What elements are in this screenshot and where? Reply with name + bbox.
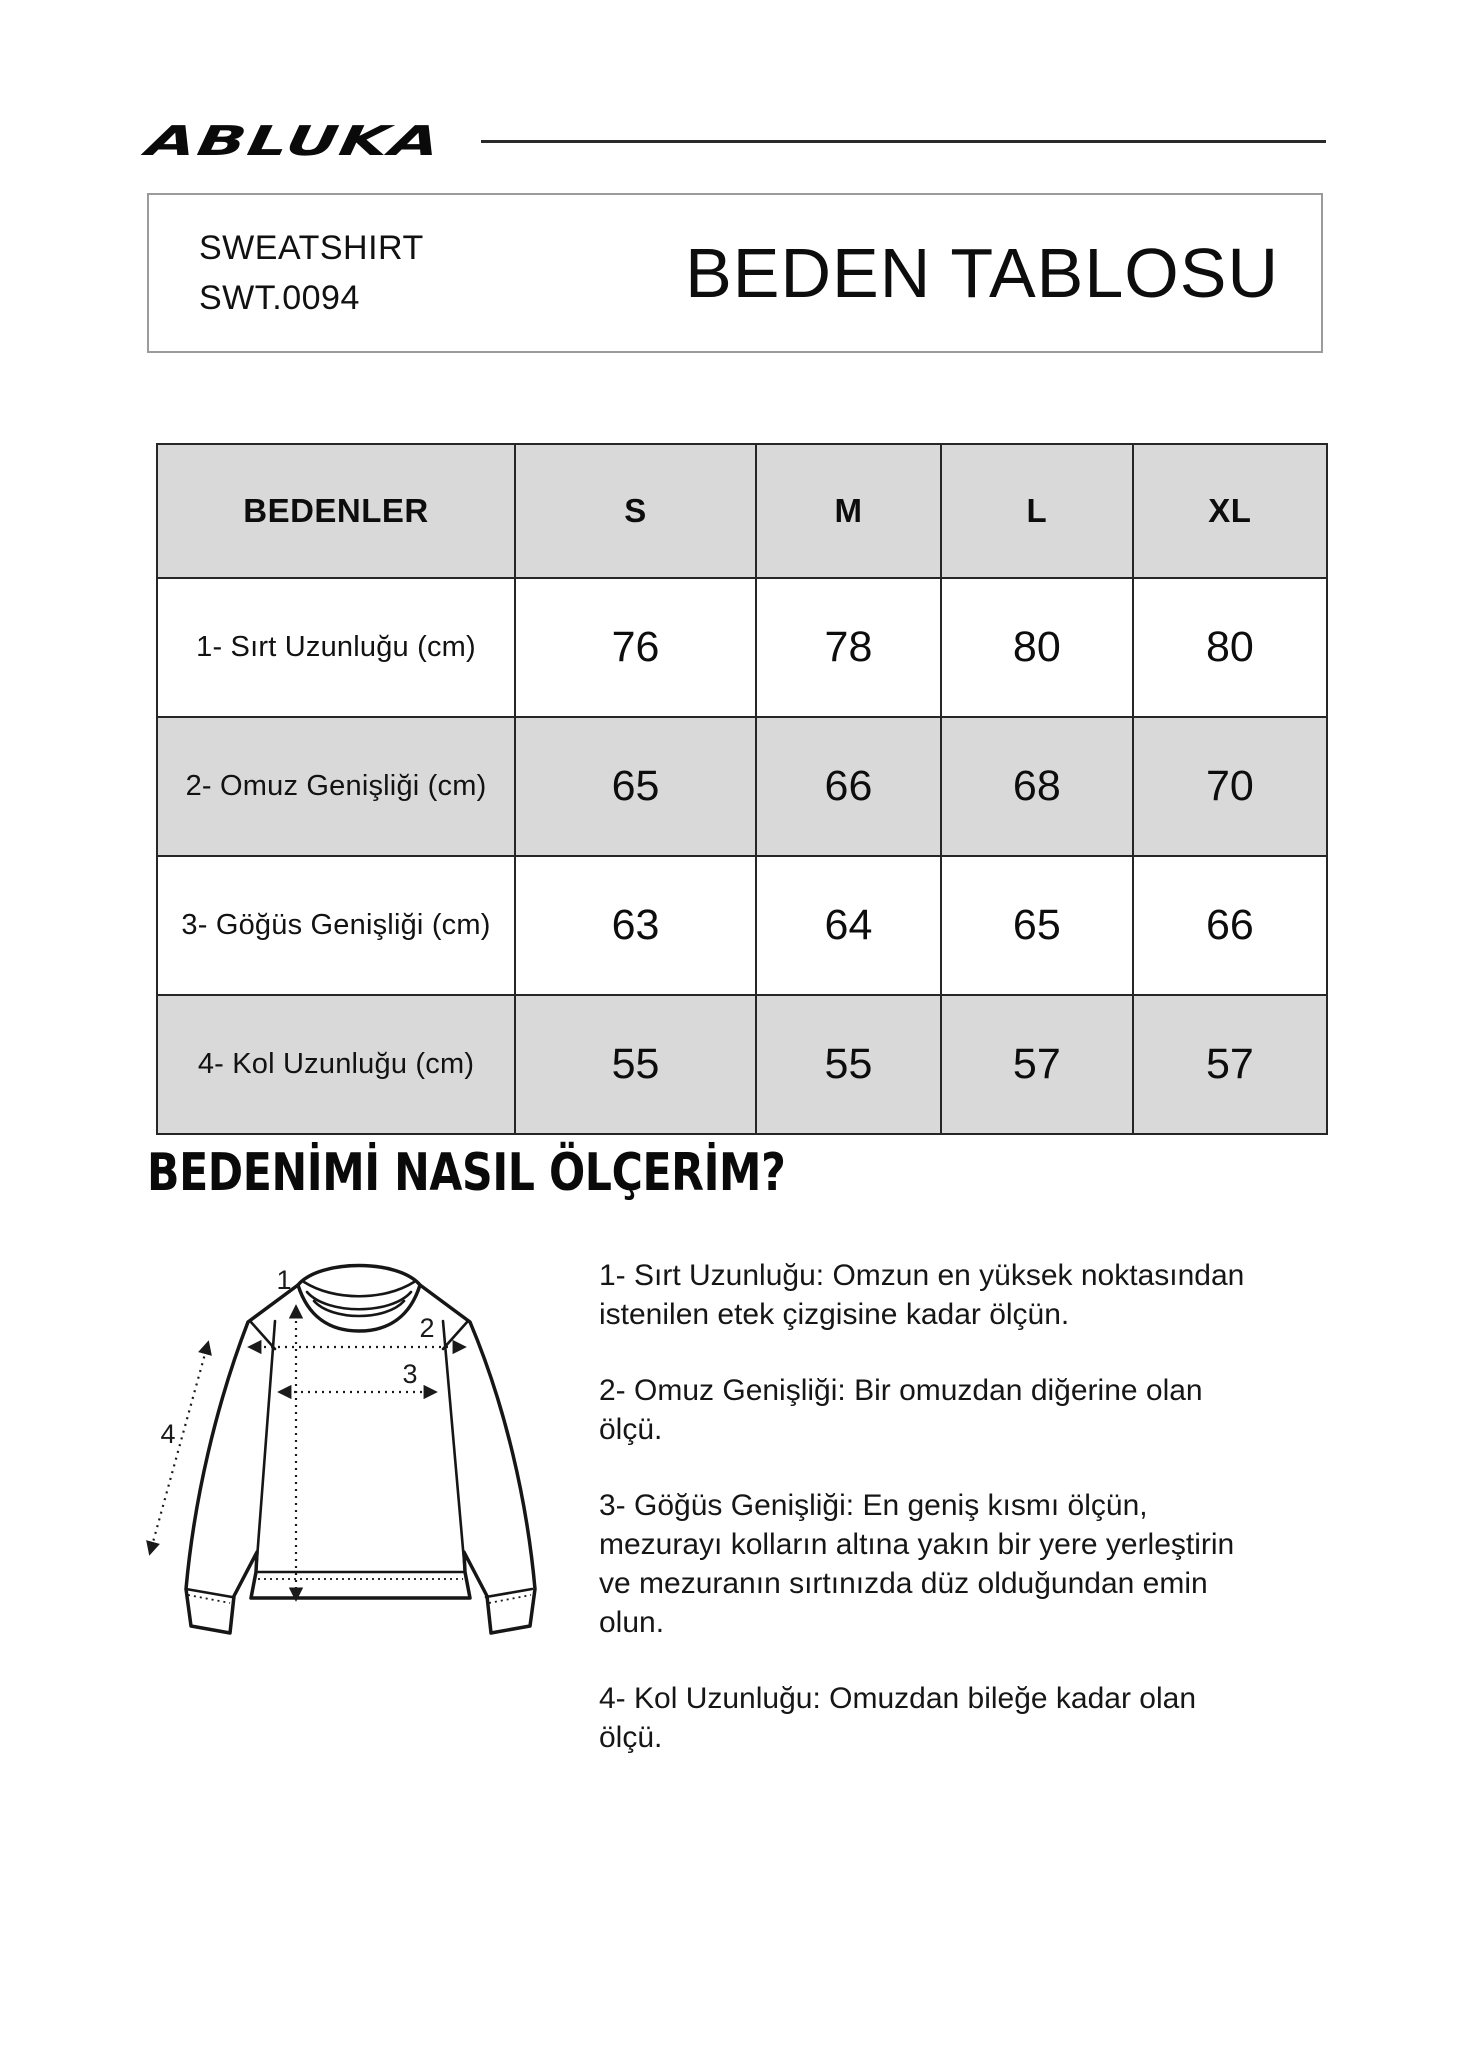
instruction-shoulder-width: 2- Omuz Genişliği: Bir omuzdan diğerine olan ölçü.	[599, 1374, 1203, 1446]
size-value: 66	[756, 717, 941, 856]
sweatshirt-body-outline	[186, 1285, 535, 1633]
brand-logo-text: ABLUKA	[143, 116, 445, 165]
product-code: SWT.0094	[199, 279, 360, 317]
product-type: SWEATSHIRT	[199, 229, 424, 267]
size-value: 55	[756, 995, 941, 1134]
size-value: 55	[515, 995, 756, 1134]
size-value: 64	[756, 856, 941, 995]
section-heading: BEDENİMİ NASIL ÖLÇERİM?	[147, 1143, 786, 1203]
size-value: 78	[756, 578, 941, 717]
size-value: 80	[1133, 578, 1327, 717]
column-header-s: S	[515, 444, 756, 578]
row-label: 3- Göğüs Genişliği (cm)	[157, 856, 515, 995]
size-value: 68	[941, 717, 1133, 856]
table-header-row	[157, 444, 1327, 578]
column-header-bedenler: BEDENLER	[157, 444, 515, 578]
brand-logo	[143, 116, 465, 165]
size-value: 80	[941, 578, 1133, 717]
row-label: 1- Sırt Uzunluğu (cm)	[157, 578, 515, 717]
column-header-m: M	[756, 444, 941, 578]
measure-label-sleeve-length: 4	[160, 1419, 176, 1449]
measure-label-back-length: 1	[276, 1265, 292, 1295]
logo-row	[143, 116, 1326, 165]
instruction-chest-width: 3- Göğüs Genişliği: En geniş kısmı ölçün, mezurayı kolların altına yakın bir yere yerleştirin ve mezuranın sırtınızda düz olduğundan emin olun.	[599, 1489, 1235, 1639]
product-info	[149, 223, 424, 323]
size-value: 66	[1133, 856, 1327, 995]
measure-instructions	[599, 1256, 1261, 1794]
size-value: 70	[1133, 717, 1327, 856]
size-value: 63	[515, 856, 756, 995]
table-row-back-length	[157, 578, 1327, 717]
row-label: 4- Kol Uzunluğu (cm)	[157, 995, 515, 1134]
measure-label-chest-width: 3	[402, 1359, 418, 1389]
page-title: BEDEN TABLOSU	[685, 234, 1279, 312]
product-info-box	[147, 193, 1323, 353]
size-table	[156, 443, 1328, 1135]
row-label: 2- Omuz Genişliği (cm)	[157, 717, 515, 856]
instruction-back-length: 1- Sırt Uzunluğu: Omzun en yüksek noktasından istenilen etek çizgisine kadar ölçün.	[599, 1259, 1245, 1331]
table-row-shoulder-width	[157, 717, 1327, 856]
size-value: 76	[515, 578, 756, 717]
table-row-chest-width	[157, 856, 1327, 995]
logo-divider-line	[481, 140, 1326, 143]
instruction-sleeve-length: 4- Kol Uzunluğu: Omuzdan bileğe kadar olan ölçü.	[599, 1682, 1197, 1754]
table-row-sleeve-length	[157, 995, 1327, 1134]
size-value: 65	[515, 717, 756, 856]
size-value: 65	[941, 856, 1133, 995]
size-value: 57	[941, 995, 1133, 1134]
size-value: 57	[1133, 995, 1327, 1134]
measure-label-shoulder-width: 2	[419, 1313, 435, 1343]
column-header-xl: XL	[1133, 444, 1327, 578]
column-header-l: L	[941, 444, 1133, 578]
sweatshirt-diagram	[143, 1255, 575, 1655]
